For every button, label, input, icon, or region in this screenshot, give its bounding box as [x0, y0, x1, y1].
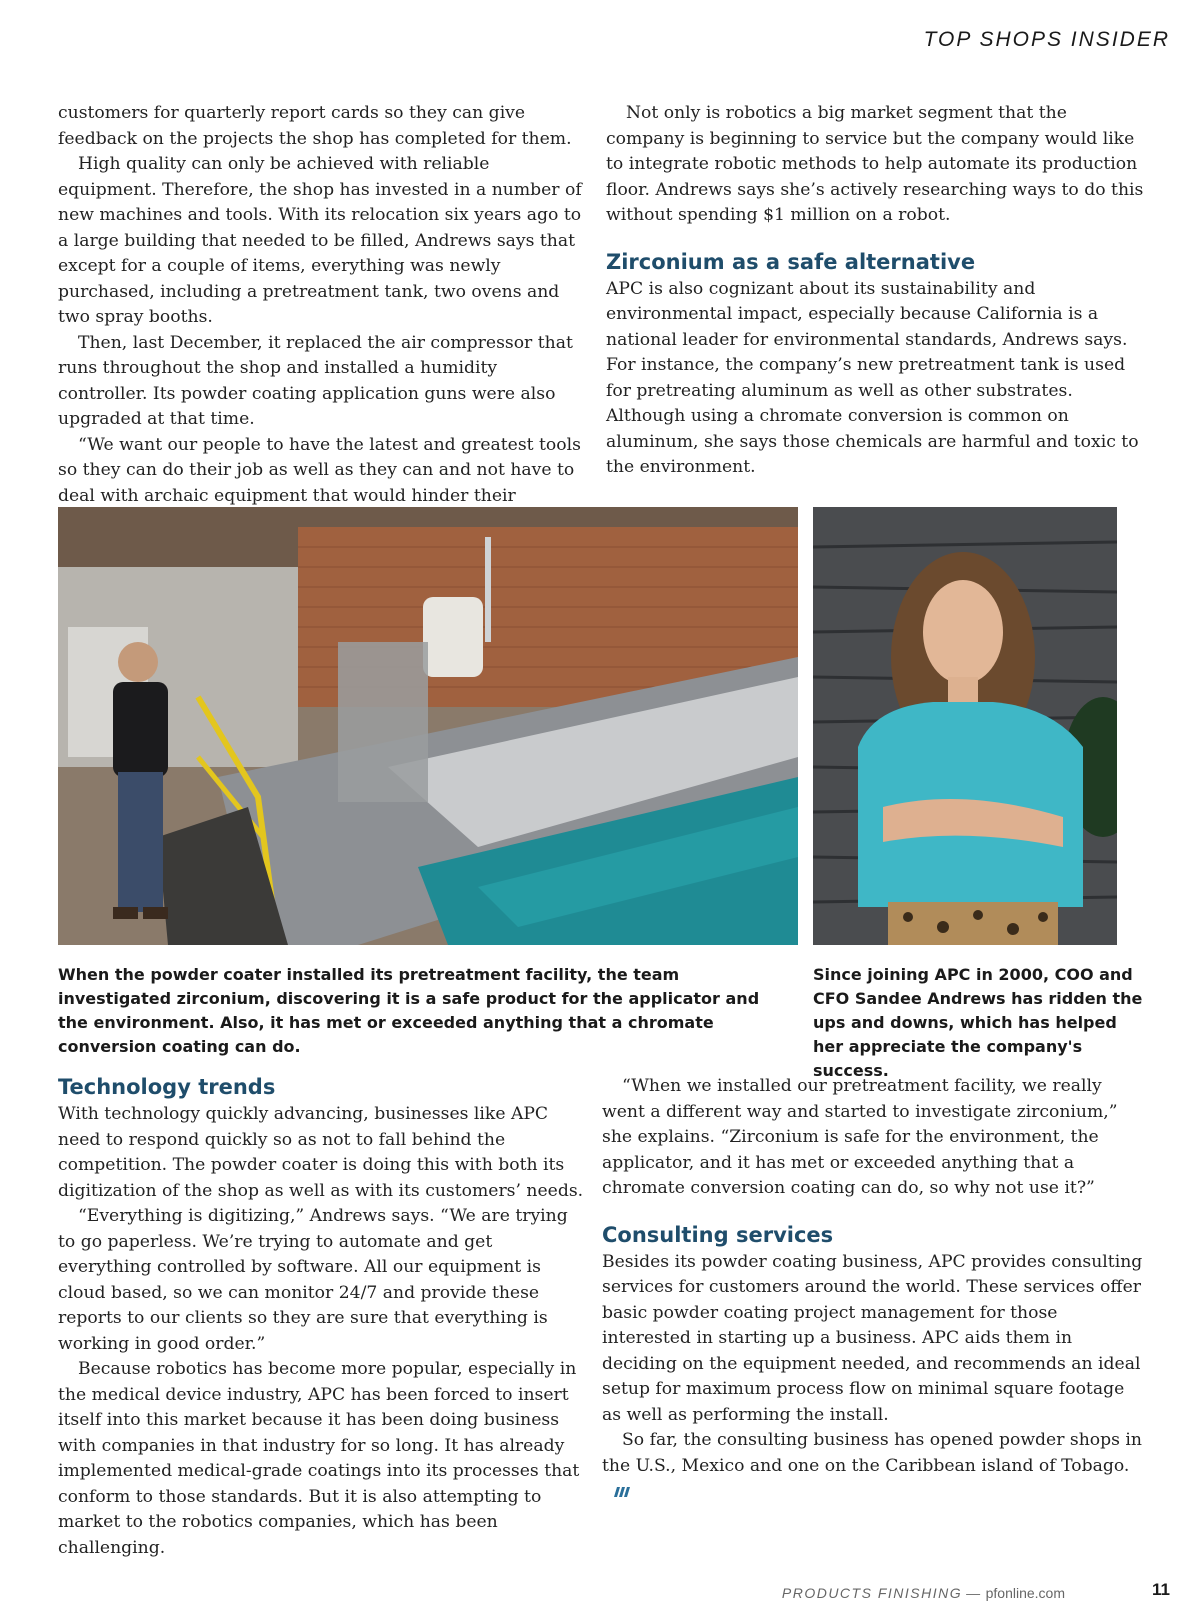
- paragraph-text: So far, the consulting business has opened powder shops in the U.S., Mexico and one on the Caribbean island of Tobago.: [602, 1430, 1142, 1476]
- article-column-top-right: [606, 101, 1146, 481]
- article-column-bottom-left: [58, 1074, 588, 1561]
- paragraph: Then, last December, it replaced the air compressor that runs throughout the shop and installed a humidity controller. Its powder coating application guns were also upgraded at that time.: [58, 332, 573, 429]
- subheading-zirconium: Zirconium as a safe alternative: [606, 249, 976, 274]
- footer-url[interactable]: pfonline.com: [985, 1585, 1065, 1601]
- paragraph: “We want our people to have the latest and greatest tools so they can do their job as well as they can and not have to deal with archaic equipment that would hinder their: [58, 434, 581, 506]
- paragraph: APC is also cognizant about its sustainability and environmental impact, especially because California is a national leader for environmental standards, Andrews says. For instance, the company’s new pretreatment tank is used for pretreating aluminum as well as other substrates. Although using a chromate conversion is common on aluminum, she says those chemicals are harmful and toxic to the environment.: [606, 278, 1139, 477]
- end-of-article-icon: [612, 1487, 632, 1497]
- paragraph: “Everything is digitizing,” Andrews says. “We are trying to go paperless. We’re trying to automate and get everything controlled by software. All our equipment is cloud based, so we can monitor 24/7 and provide these reports to our clients so they are sure that everything is working in good order.”: [58, 1206, 568, 1354]
- footer-publication: [782, 1585, 1065, 1601]
- photo-caption-portrait: Since joining APC in 2000, COO and CFO Sandee Andrews has ridden the ups and downs, which has helped her appreciate the company's success.: [813, 965, 1143, 1080]
- article-column-bottom-right: [602, 1074, 1147, 1505]
- paragraph: High quality can only be achieved with reliable equipment. Therefore, the shop has invested in a number of new machines and tools. With its relocation six years ago to a large building that needed to be filled, Andrews says that except for a couple of items, everything was newly purchased, including a pretreatment tank, two ovens and two spray booths.: [58, 154, 582, 327]
- photo-caption-pretreatment: When the powder coater installed its pretreatment facility, the team investigated zirconium, discovering it is a safe product for the applicator and the environment. Also, it has met or exceeded anything that a chromate conversion coating can do.: [58, 965, 760, 1056]
- paragraph: Because robotics has become more popular, especially in the medical device industry, APC has been forced to insert itself into this market because it has been doing business with companies in that industry for so long. It has already implemented medical-grade coatings into its processes that conform to those standards. But it is also attempting to market to the robotics companies, which has been challenging.: [58, 1359, 580, 1558]
- paragraph: customers for quarterly report cards so they can give feedback on the projects the shop has completed for them.: [58, 103, 572, 149]
- footer-separator: —: [966, 1585, 982, 1601]
- paragraph: [602, 1428, 1147, 1505]
- pretreatment-tank-photo: [58, 507, 798, 945]
- paragraph: With technology quickly advancing, businesses like APC need to respond quickly so as not to fall behind the competition. The powder coater is doing this with both its digitization of the shop as well as with its customers’ needs.: [58, 1104, 584, 1201]
- sandee-andrews-portrait: [813, 507, 1117, 945]
- section-header: TOP SHOPS INSIDER: [923, 28, 1170, 51]
- subheading-technology-trends: Technology trends: [58, 1075, 276, 1099]
- article-column-top-left: [58, 101, 588, 535]
- subheading-consulting-services: Consulting services: [602, 1222, 834, 1247]
- paragraph: Not only is robotics a big market segment that the company is beginning to service but the company would like to integrate robotic methods to help automate its production floor. Andrews says she’s actively researching ways to do this without spending $1 million on a robot.: [606, 103, 1144, 225]
- page-number: 11: [1152, 1580, 1170, 1599]
- footer-magazine-name: PRODUCTS FINISHING: [781, 1585, 963, 1601]
- paragraph: “When we installed our pretreatment facility, we really went a different way and started to investigate zirconium,” she explains. “Zirconium is safe for the environment, the applicator, and it has met or exceeded anything that a chromate conversion coating can do, so why not use it?”: [602, 1076, 1118, 1198]
- paragraph: Besides its powder coating business, APC provides consulting services for customers around the world. These services offer basic powder coating project management for those interested in starting up a business. APC aids them in deciding on the equipment needed, and recommends an ideal setup for maximum process flow on minimal square footage as well as performing the install.: [602, 1251, 1143, 1425]
